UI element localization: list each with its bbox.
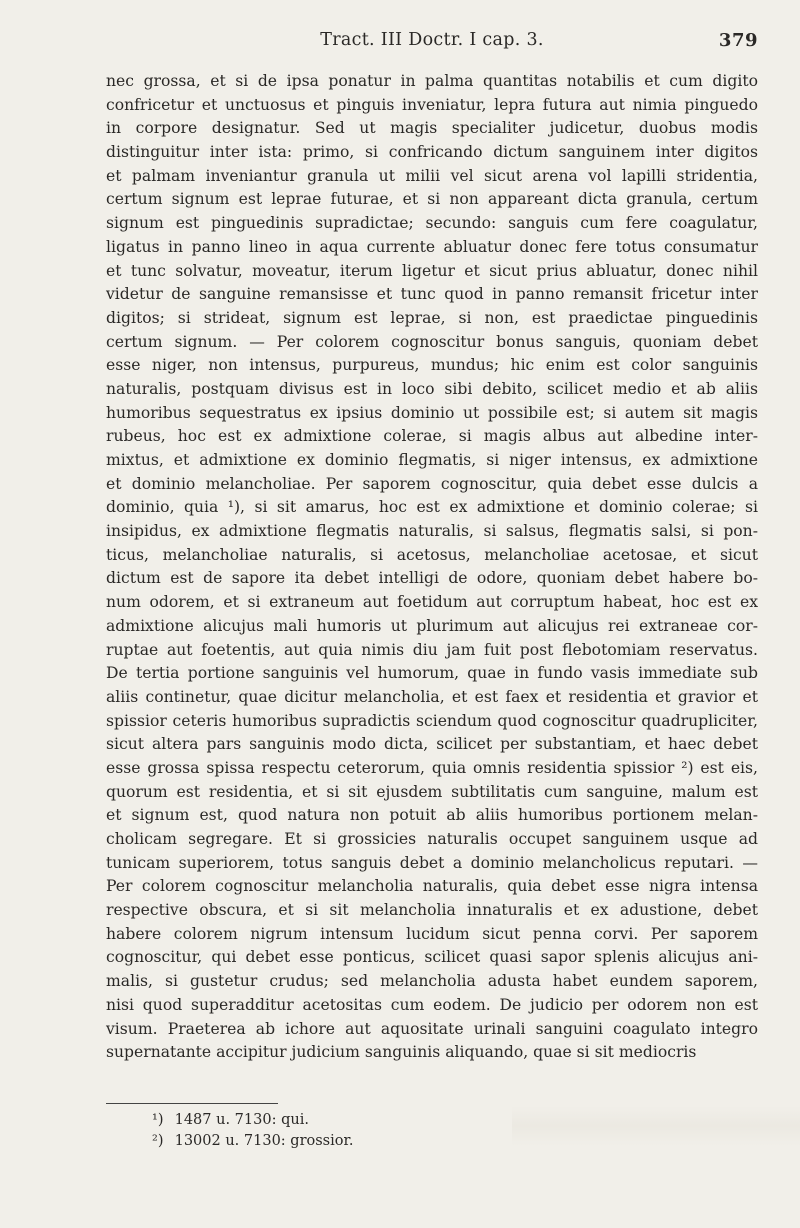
text-line: insipidus, ex admixtione flegmatis naturalis, si salsus, flegmatis salsi, si pon- xyxy=(106,522,758,541)
text-line: cognoscitur, qui debet esse ponticus, scilicet quasi sapor splenis alicujus ani- xyxy=(106,948,758,967)
text-line: supernatante accipitur judicium sanguinis aliquando, quae si sit mediocris xyxy=(106,1043,697,1062)
page-number: 379 xyxy=(718,30,758,51)
text-line: rubeus, hoc est ex admixtione colerae, si magis albus aut albedine inter- xyxy=(106,427,758,446)
text-line: humoribus sequestratus ex ipsius dominio ut possibile est; si autem sit magis xyxy=(106,403,758,422)
footnote-rule xyxy=(106,1103,278,1104)
running-head xyxy=(106,30,758,60)
text-line: tunicam superiorem, totus sanguis debet a dominio melancholicus reputari. — xyxy=(106,853,758,872)
running-title: Tract. III Doctr. I cap. 3. xyxy=(320,30,544,50)
text-line: certum signum. — Per colorem cognoscitur bonus sanguis, quoniam debet xyxy=(106,332,758,351)
text-line: et tunc solvatur, moveatur, iterum ligetur et sicut prius abluatur, donec nihil xyxy=(106,261,758,280)
text-line: ligatus in panno lineo in aqua currente abluatur donec fere totus consumatur xyxy=(106,237,758,256)
text-line: mixtus, et admixtione ex dominio flegmatis, si niger intensus, ex admixtione xyxy=(106,451,758,469)
text-line: dictum est de sapore ita debet intelligi de odore, quoniam debet habere bo- xyxy=(106,569,758,588)
text-line: dominio, quia ¹), si sit amarus, hoc est ex admixtione et dominio colerae; si xyxy=(106,498,758,517)
footnote-mark: ²) xyxy=(152,1133,164,1149)
text-line: De tertia portione sanguinis vel humorum, quae in fundo vasis immediate sub xyxy=(106,664,758,683)
text-line: malis, si gustetur crudus; sed melancholia adusta habet eundem saporem, xyxy=(106,972,758,991)
text-line: cholicam segregare. Et si grossicies naturalis occupet sanguinem usque ad xyxy=(106,830,758,848)
footnote-text: 13002 u. 7130: grossior. xyxy=(174,1133,354,1149)
text-line: confricetur et unctuosus et pinguis inveniatur, lepra futura aut nimia pinguedo xyxy=(106,95,758,114)
text-line: videtur de sanguine remansisse et tunc quod in panno remansit fricetur inter xyxy=(106,285,758,304)
text-line: ticus, melancholiae naturalis, si acetosus, melancholiae acetosae, et sicut xyxy=(106,545,758,564)
text-line: esse niger, non intensus, purpureus, mundus; hic enim est color sanguinis xyxy=(106,356,758,375)
text-line: digitos; si strideat, signum est leprae, si non, est praedictae pinguedinis xyxy=(106,308,758,327)
text-line: nec grossa, et si de ipsa ponatur in palma quantitas notabilis et cum digito xyxy=(106,72,758,90)
text-line: et palmam inveniantur granula ut milii vel sicut arena vol lapilli stridentia, xyxy=(106,166,758,185)
text-line: certum signum est leprae futurae, et si non appareant dicta granula, certum xyxy=(106,190,758,209)
text-line: et dominio melancholiae. Per saporem cognoscitur, quia debet esse dulcis a xyxy=(106,474,758,493)
footnote-1 xyxy=(152,1110,652,1131)
text-line: signum est pinguedinis supradictae; secundo: sanguis cum fere coagulatur, xyxy=(106,214,758,233)
text-line: in corpore designatur. Sed ut magis specialiter judicetur, duobus modis xyxy=(106,119,758,138)
text-line: distinguitur inter ista: primo, si confricando dictum sanguinem inter digitos xyxy=(106,143,758,162)
text-line: naturalis, postquam divisus est in loco sibi debito, scilicet medio et ab aliis xyxy=(106,379,758,398)
footnote-mark: ¹) xyxy=(152,1112,164,1128)
text-line: sicut altera pars sanguinis modo dicta, scilicet per substantiam, et haec debet xyxy=(106,735,758,754)
text-line: visum. Praeterea ab ichore aut aquositate urinali sanguini coagulato integro xyxy=(106,1019,758,1038)
text-line: et signum est, quod natura non potuit ab aliis humoribus portionem melan- xyxy=(106,806,758,825)
text-line: habere colorem nigrum intensum lucidum sicut penna corvi. Per saporem xyxy=(106,924,758,943)
footnote-text: 1487 u. 7130: qui. xyxy=(174,1112,309,1128)
text-line: Per colorem cognoscitur melancholia naturalis, quia debet esse nigra intensa xyxy=(106,877,758,896)
footnote-2 xyxy=(152,1131,652,1152)
text-line: spissior ceteris humoribus supradictis sciendum quod cognoscitur quadrupliciter, xyxy=(106,711,758,730)
text-line: admixtione alicujus mali humoris ut plurimum aut alicujus rei extraneae cor- xyxy=(106,616,758,635)
text-line: respective obscura, et si sit melancholia innaturalis et ex adustione, debet xyxy=(106,901,758,920)
text-line: esse grossa spissa respectu ceterorum, quia omnis residentia spissior ²) est eis, xyxy=(106,758,758,777)
footnotes xyxy=(152,1110,652,1152)
text-line: quorum est residentia, et si sit ejusdem subtilitatis cum sanguine, malum est xyxy=(106,782,758,801)
text-line: num odorem, et si extraneum aut foetidum aut corruptum habeat, hoc est ex xyxy=(106,593,758,612)
text-line: aliis continetur, quae dicitur melancholia, et est faex et residentia et gravior et xyxy=(106,687,758,706)
text-line: ruptae aut foetentis, aut quia nimis diu jam fuit post flebotomiam reservatus. xyxy=(106,640,758,659)
text-line: nisi quod superadditur acetositas cum eodem. De judicio per odorem non est xyxy=(106,995,758,1014)
body-text xyxy=(106,70,758,1065)
